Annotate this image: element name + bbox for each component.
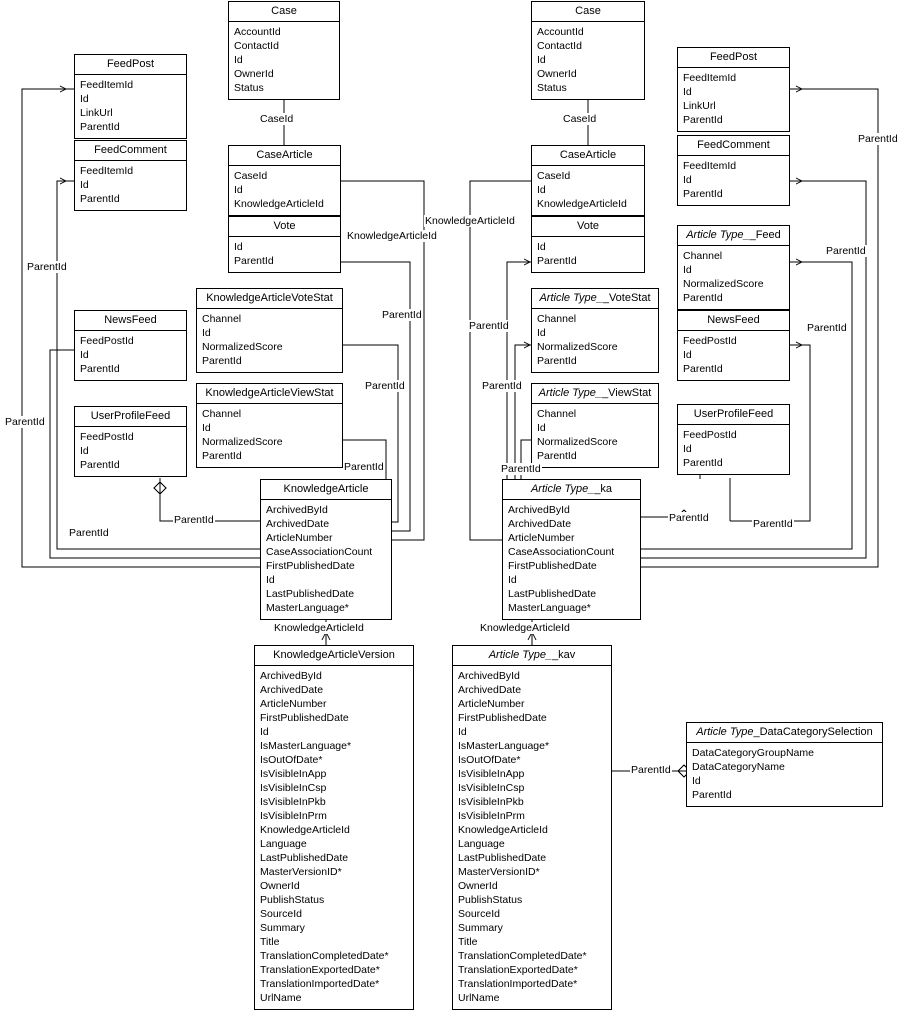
entity-feedcomment-left[interactable] — [74, 140, 187, 211]
entity-field: Id — [202, 422, 211, 434]
entity-field: ParentId — [683, 114, 723, 126]
entity-field: IsOutOfDate* — [260, 754, 323, 766]
entity-field: Id — [508, 574, 517, 586]
relationship-label: KnowledgeArticleId — [347, 230, 437, 242]
entity-field: ArchivedDate — [458, 684, 522, 696]
entity-field: ParentId — [692, 789, 732, 801]
entity-field: Id — [266, 574, 275, 586]
entity-field: Id — [683, 86, 692, 98]
entity-title-suffix: _kav — [552, 649, 576, 661]
entity-field: ArchivedDate — [260, 684, 324, 696]
entity-field: KnowledgeArticleId — [260, 824, 350, 836]
entity-title: KnowledgeArticleVoteStat — [197, 289, 342, 309]
entity-title: FeedPost — [678, 48, 789, 68]
entity-casearticle-right[interactable] — [531, 145, 645, 216]
entity-field: IsVisibleInPkb — [458, 796, 524, 808]
entity-knowledgearticleversion[interactable] — [254, 645, 414, 1010]
entity-title-suffix: _ViewStat — [602, 387, 652, 399]
entity-field-list — [678, 425, 789, 474]
relationship-label: ParentId — [858, 133, 898, 145]
entity-field: LastPublishedDate — [458, 852, 547, 864]
entity-field: Channel — [202, 313, 242, 325]
entity-userprofilefeed-right[interactable] — [677, 404, 790, 475]
entity-field-list — [532, 404, 658, 467]
entity-field: UrlName — [458, 992, 500, 1004]
entity-field: Id — [80, 179, 89, 191]
relationship-label: ParentId — [365, 380, 405, 392]
entity-feedcomment-right[interactable] — [677, 135, 790, 206]
entity-title-suffix: _ka — [594, 483, 613, 495]
entity-field: FeedPostId — [683, 429, 737, 441]
entity-field: ParentId — [537, 450, 577, 462]
entity-field: LastPublishedDate — [266, 588, 355, 600]
entity-title-italic: Article Type_ — [488, 649, 553, 661]
entity-field: Id — [683, 349, 692, 361]
entity-title — [687, 723, 882, 743]
entity-field: ArchivedById — [508, 504, 570, 516]
entity-field-list — [75, 331, 186, 380]
entity-title: KnowledgeArticleVersion — [255, 646, 413, 666]
entity-title: Case — [229, 2, 339, 22]
entity-field: ArchivedById — [458, 670, 520, 682]
entity-field: IsMasterLanguage* — [260, 740, 352, 752]
entity-field: MasterVersionID* — [458, 866, 540, 878]
relationship-label: ParentId — [826, 245, 866, 257]
entity-articletype-votestat[interactable] — [531, 288, 659, 373]
entity-field: ParentId — [683, 292, 723, 304]
entity-field: FirstPublishedDate — [266, 560, 355, 572]
relationship-label: ParentId — [753, 518, 793, 530]
entity-field: Id — [537, 54, 546, 66]
entity-articletype-datacategoryselection[interactable] — [686, 722, 883, 807]
entity-title: KnowledgeArticleViewStat — [197, 384, 342, 404]
entity-field: Id — [692, 775, 701, 787]
entity-field: FirstPublishedDate — [260, 712, 349, 724]
entity-title-suffix: _DataCategorySelection — [753, 726, 873, 738]
entity-field: MasterLanguage* — [266, 602, 349, 614]
entity-title: Vote — [229, 217, 340, 237]
entity-field: IsVisibleInCsp — [458, 782, 525, 794]
entity-field: Language — [458, 838, 505, 850]
relationship-label: ParentId — [174, 514, 214, 526]
entity-field: FeedItemId — [683, 72, 737, 84]
entity-title-italic: Article Type_ — [538, 387, 603, 399]
entity-field-list — [678, 156, 789, 205]
entity-field: OwnerId — [537, 68, 577, 80]
entity-field: Status — [234, 82, 264, 94]
entity-field: CaseId — [234, 170, 268, 182]
entity-field: NormalizedScore — [202, 341, 283, 353]
entity-field: TranslationCompletedDate* — [458, 950, 587, 962]
entity-field: SourceId — [458, 908, 501, 920]
entity-field: Id — [80, 93, 89, 105]
entity-field: Summary — [260, 922, 305, 934]
entity-field: Channel — [683, 250, 723, 262]
entity-field-list — [75, 75, 186, 138]
entity-field-list — [197, 309, 342, 372]
entity-field: FeedPostId — [80, 335, 134, 347]
entity-field: Title — [458, 936, 478, 948]
entity-field: ParentId — [537, 355, 577, 367]
entity-field-list — [532, 237, 644, 272]
entity-title — [532, 289, 658, 309]
entity-field: LastPublishedDate — [260, 852, 349, 864]
relationship-label: CaseId — [260, 113, 294, 125]
entity-title: CaseArticle — [229, 146, 340, 166]
entity-knowledgearticle[interactable] — [260, 479, 392, 620]
entity-field: ParentId — [537, 255, 577, 267]
entity-field-list — [532, 309, 658, 372]
entity-field-list — [197, 404, 342, 467]
entity-field: Id — [234, 54, 243, 66]
entity-field: TranslationExportedDate* — [260, 964, 380, 976]
entity-field: ArchivedDate — [266, 518, 330, 530]
entity-field: OwnerId — [458, 880, 498, 892]
entity-kav-votestat[interactable] — [196, 288, 343, 373]
entity-field-list — [678, 246, 789, 309]
relationship-label: ParentId — [501, 463, 541, 475]
entity-field: KnowledgeArticleId — [537, 198, 627, 210]
entity-title-italic: Article Type_ — [686, 229, 750, 241]
entity-field: ParentId — [202, 450, 242, 462]
entity-title: FeedComment — [678, 136, 789, 156]
entity-field: Id — [80, 445, 89, 457]
entity-field: ParentId — [202, 355, 242, 367]
entity-field-list — [75, 161, 186, 210]
entity-title: UserProfileFeed — [75, 407, 186, 427]
entity-field: Id — [537, 327, 546, 339]
entity-field: ArchivedById — [260, 670, 322, 682]
entity-field: NormalizedScore — [683, 278, 764, 290]
entity-field: FirstPublishedDate — [508, 560, 597, 572]
entity-case-left[interactable] — [228, 1, 340, 100]
entity-field: Id — [80, 349, 89, 361]
entity-field: CaseAssociationCount — [508, 546, 615, 558]
entity-title-italic: Article Type_ — [539, 292, 603, 304]
entity-title: Case — [532, 2, 644, 22]
entity-title-suffix: _VoteStat — [602, 292, 651, 304]
entity-title: CaseArticle — [532, 146, 644, 166]
entity-field-list — [687, 743, 882, 806]
entity-newsfeed-left[interactable] — [74, 310, 187, 381]
entity-field: ArticleNumber — [508, 532, 575, 544]
entity-field: Id — [537, 422, 546, 434]
entity-field: Language — [260, 838, 307, 850]
entity-field: IsVisibleInPrm — [260, 810, 327, 822]
entity-field: Status — [537, 82, 567, 94]
entity-field-list — [75, 427, 186, 476]
entity-field: ParentId — [80, 363, 120, 375]
entity-articletype-kav[interactable] — [452, 645, 612, 1010]
entity-field: TranslationImportedDate* — [458, 978, 578, 990]
entity-field: ParentId — [234, 255, 274, 267]
relationship-label: KnowledgeArticleId — [425, 215, 515, 227]
entity-field: ArchivedDate — [508, 518, 572, 530]
entity-field: IsOutOfDate* — [458, 754, 521, 766]
entity-title: KnowledgeArticle — [261, 480, 391, 500]
entity-field-list — [229, 237, 340, 272]
entity-field: KnowledgeArticleId — [234, 198, 324, 210]
entity-articletype-feed[interactable] — [677, 225, 790, 310]
entity-title: UserProfileFeed — [678, 405, 789, 425]
entity-field: Channel — [537, 408, 577, 420]
relationship-label: ParentId — [807, 322, 847, 334]
entity-field: FirstPublishedDate — [458, 712, 547, 724]
entity-field: ArticleNumber — [266, 532, 333, 544]
relationship-label: KnowledgeArticleId — [480, 622, 570, 634]
entity-field-list — [229, 22, 339, 99]
entity-field: IsVisibleInPrm — [458, 810, 525, 822]
entity-field: MasterVersionID* — [260, 866, 342, 878]
relationship-label: ParentId — [27, 261, 67, 273]
entity-feedpost-left[interactable] — [74, 54, 187, 139]
entity-title — [503, 480, 640, 500]
entity-field: Id — [202, 327, 211, 339]
relationship-label: CaseId — [563, 113, 597, 125]
entity-field: DataCategoryGroupName — [692, 747, 814, 759]
entity-field: MasterLanguage* — [508, 602, 591, 614]
entity-field: Channel — [202, 408, 242, 420]
entity-field: TranslationExportedDate* — [458, 964, 578, 976]
entity-field: ParentId — [80, 193, 120, 205]
relationship-label: ParentId — [669, 512, 709, 524]
entity-articletype-viewstat[interactable] — [531, 383, 659, 468]
relationship-label: KnowledgeArticleId — [274, 622, 364, 634]
entity-title-italic: Article Type_ — [530, 483, 595, 495]
relationship-label: ParentId — [482, 380, 522, 392]
entity-field: OwnerId — [260, 880, 300, 892]
relationship-label: ParentId — [69, 527, 109, 539]
entity-field: FeedItemId — [80, 79, 134, 91]
entity-field: Id — [458, 726, 467, 738]
entity-field: OwnerId — [234, 68, 274, 80]
entity-field: ArticleNumber — [260, 698, 327, 710]
entity-field: IsVisibleInApp — [458, 768, 525, 780]
relationship-label: ParentId — [631, 764, 671, 776]
entity-field: NormalizedScore — [537, 341, 618, 353]
relationship-label: ParentId — [5, 416, 45, 428]
entity-field: IsVisibleInPkb — [260, 796, 326, 808]
entity-field: Channel — [537, 313, 577, 325]
entity-field: NormalizedScore — [537, 436, 618, 448]
entity-field: CaseAssociationCount — [266, 546, 373, 558]
entity-field-list — [229, 166, 340, 215]
entity-title — [453, 646, 611, 666]
entity-field: TranslationCompletedDate* — [260, 950, 389, 962]
entity-title: FeedPost — [75, 55, 186, 75]
entity-field: SourceId — [260, 908, 303, 920]
entity-field: IsVisibleInCsp — [260, 782, 327, 794]
entity-title: FeedComment — [75, 141, 186, 161]
entity-field-list — [678, 68, 789, 131]
entity-title-suffix: _Feed — [749, 229, 781, 241]
entity-field: IsVisibleInApp — [260, 768, 327, 780]
entity-field: ArchivedById — [266, 504, 328, 516]
entity-field: FeedPostId — [80, 431, 134, 443]
entity-field: UrlName — [260, 992, 302, 1004]
entity-vote-right[interactable] — [531, 216, 645, 273]
entity-field: CaseId — [537, 170, 571, 182]
entity-title: NewsFeed — [678, 311, 789, 331]
entity-field: LinkUrl — [80, 107, 113, 119]
entity-field: FeedPostId — [683, 335, 737, 347]
entity-field: KnowledgeArticleId — [458, 824, 548, 836]
entity-field: Id — [537, 184, 546, 196]
entity-field-list — [255, 666, 413, 1009]
entity-title: Vote — [532, 217, 644, 237]
entity-userprofilefeed-left[interactable] — [74, 406, 187, 477]
entity-field: TranslationImportedDate* — [260, 978, 380, 990]
entity-field: Id — [234, 241, 243, 253]
entity-field: ArticleNumber — [458, 698, 525, 710]
entity-field: Title — [260, 936, 280, 948]
entity-field: DataCategoryName — [692, 761, 785, 773]
entity-field: Id — [260, 726, 269, 738]
entity-field: ParentId — [80, 459, 120, 471]
entity-field: Id — [683, 264, 692, 276]
entity-field-list — [261, 500, 391, 619]
entity-field-list — [532, 22, 644, 99]
entity-field: ParentId — [80, 121, 120, 133]
entity-field-list — [503, 500, 640, 619]
entity-title: NewsFeed — [75, 311, 186, 331]
entity-field: IsMasterLanguage* — [458, 740, 550, 752]
entity-field: NormalizedScore — [202, 436, 283, 448]
entity-articletype-ka[interactable] — [502, 479, 641, 620]
entity-field: ParentId — [683, 363, 723, 375]
entity-casearticle-left[interactable] — [228, 145, 341, 216]
entity-kav-viewstat[interactable] — [196, 383, 343, 468]
entity-field: PublishStatus — [458, 894, 523, 906]
relationship-label: ParentId — [344, 461, 384, 473]
entity-field: LastPublishedDate — [508, 588, 597, 600]
entity-field: Id — [537, 241, 546, 253]
entity-field: ContactId — [234, 40, 279, 52]
entity-feedpost-right[interactable] — [677, 47, 790, 132]
entity-field-list — [678, 331, 789, 380]
entity-newsfeed-right[interactable] — [677, 310, 790, 381]
entity-field: AccountId — [234, 26, 281, 38]
entity-field: LinkUrl — [683, 100, 716, 112]
entity-field: ParentId — [683, 457, 723, 469]
entity-field: PublishStatus — [260, 894, 325, 906]
entity-title — [678, 226, 789, 246]
relationship-label: ParentId — [469, 320, 509, 332]
entity-field: Summary — [458, 922, 503, 934]
entity-vote-left[interactable] — [228, 216, 341, 273]
entity-field: FeedItemId — [683, 160, 737, 172]
entity-field: Id — [234, 184, 243, 196]
entity-field: Id — [683, 443, 692, 455]
entity-field: ParentId — [683, 188, 723, 200]
entity-field: ContactId — [537, 40, 582, 52]
entity-field: Id — [683, 174, 692, 186]
entity-field: FeedItemId — [80, 165, 134, 177]
entity-title — [532, 384, 658, 404]
entity-field: AccountId — [537, 26, 584, 38]
entity-field-list — [453, 666, 611, 1009]
relationship-label: ParentId — [382, 309, 422, 321]
entity-field-list — [532, 166, 644, 215]
entity-case-right[interactable] — [531, 1, 645, 100]
entity-title-italic: Article Type — [696, 726, 754, 738]
